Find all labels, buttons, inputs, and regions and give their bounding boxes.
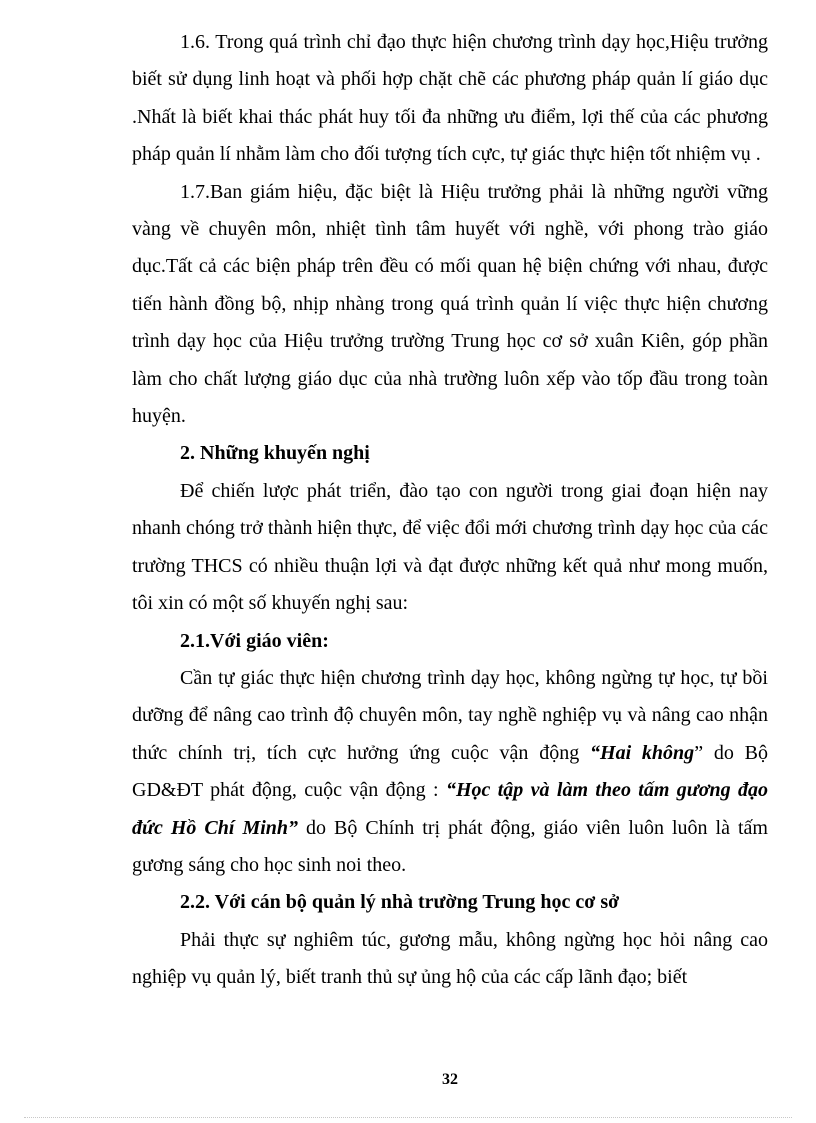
paragraph-1-7: 1.7.Ban giám hiệu, đặc biệt là Hiệu trưởng phải là những người vững vàng về chuyên môn, nhiệt tình tâm huyết với nghề, với phong trào giáo dục.Tất cả các biện pháp trên đều có mối quan hệ biện chứng với nhau, được tiến hành đồng bộ, nhịp nhàng trong quá trình quản lí việc thực hiện chương trình dạy học của Hiệu trưởng trường Trung học cơ sở xuân Kiên, góp phần làm cho chất lượng giáo dục của nhà trường luôn xếp vào tốp đầu trong toàn huyện. bbox=[132, 180, 768, 428]
paragraph-1-6: 1.6. Trong quá trình chỉ đạo thực hiện chương trình dạy học,Hiệu trưởng biết sử dụng linh hoạt và phối hợp chặt chẽ các phương pháp quản lí giáo dục .Nhất là biết khai thác phát huy tối đa những ưu điểm, lợi thế của các phương pháp quản lí nhằm làm cho đối tượng tích cực, tự giác thực hiện tốt nhiệm vụ . bbox=[132, 31, 768, 166]
footer-divider bbox=[24, 1117, 792, 1118]
heading-school-managers: 2.2. Với cán bộ quản lý nhà trường Trung học cơ sở bbox=[180, 891, 620, 914]
paragraph-recommendations-intro: Để chiến lược phát triển, đào tạo con người trong giai đoạn hiện nay nhanh chóng trở thành hiện thực, để việc đổi mới chương trình dạy học của các trường THCS có nhiều thuận lợi và đạt được những kết quả như mong muốn, tôi xin có một số khuyến nghị sau: bbox=[132, 479, 768, 615]
teachers-emphasis-hcm: “Học tập và làm theo tấm gương đạo đức Hồ Chí Minh” bbox=[132, 779, 768, 839]
heading-recommendations: 2. Những khuyến nghị bbox=[180, 442, 370, 465]
paragraph-school-managers: Phải thực sự nghiêm túc, gương mẫu, không ngừng học hỏi nâng cao nghiệp vụ quản lý, biết tranh thủ sự ủng hộ của các cấp lãnh đạo; biết bbox=[132, 928, 768, 989]
paragraph-teachers bbox=[132, 660, 768, 884]
teachers-text-c: do Bộ Chính trị phát động, giáo viên luôn luôn là tấm gương sáng cho học sinh noi theo. bbox=[132, 816, 768, 876]
teachers-text-b: ” do Bộ GD&ĐT phát động, cuộc vận động : bbox=[132, 741, 769, 802]
teachers-emphasis-hai-khong: “Hai không bbox=[590, 741, 695, 764]
teachers-text-a: Cần tự giác thực hiện chương trình dạy học, không ngừng tự học, tự bồi dưỡng để nâng cao trình độ chuyên môn, tay nghề nghiệp vụ và nâng cao nhận thức chính trị, tích cực hưởng ứng cuộc vận động bbox=[132, 666, 768, 764]
heading-teachers: 2.1.Với giáo viên: bbox=[180, 629, 329, 652]
page-number: 32 bbox=[442, 1071, 458, 1088]
document-page bbox=[132, 24, 768, 997]
